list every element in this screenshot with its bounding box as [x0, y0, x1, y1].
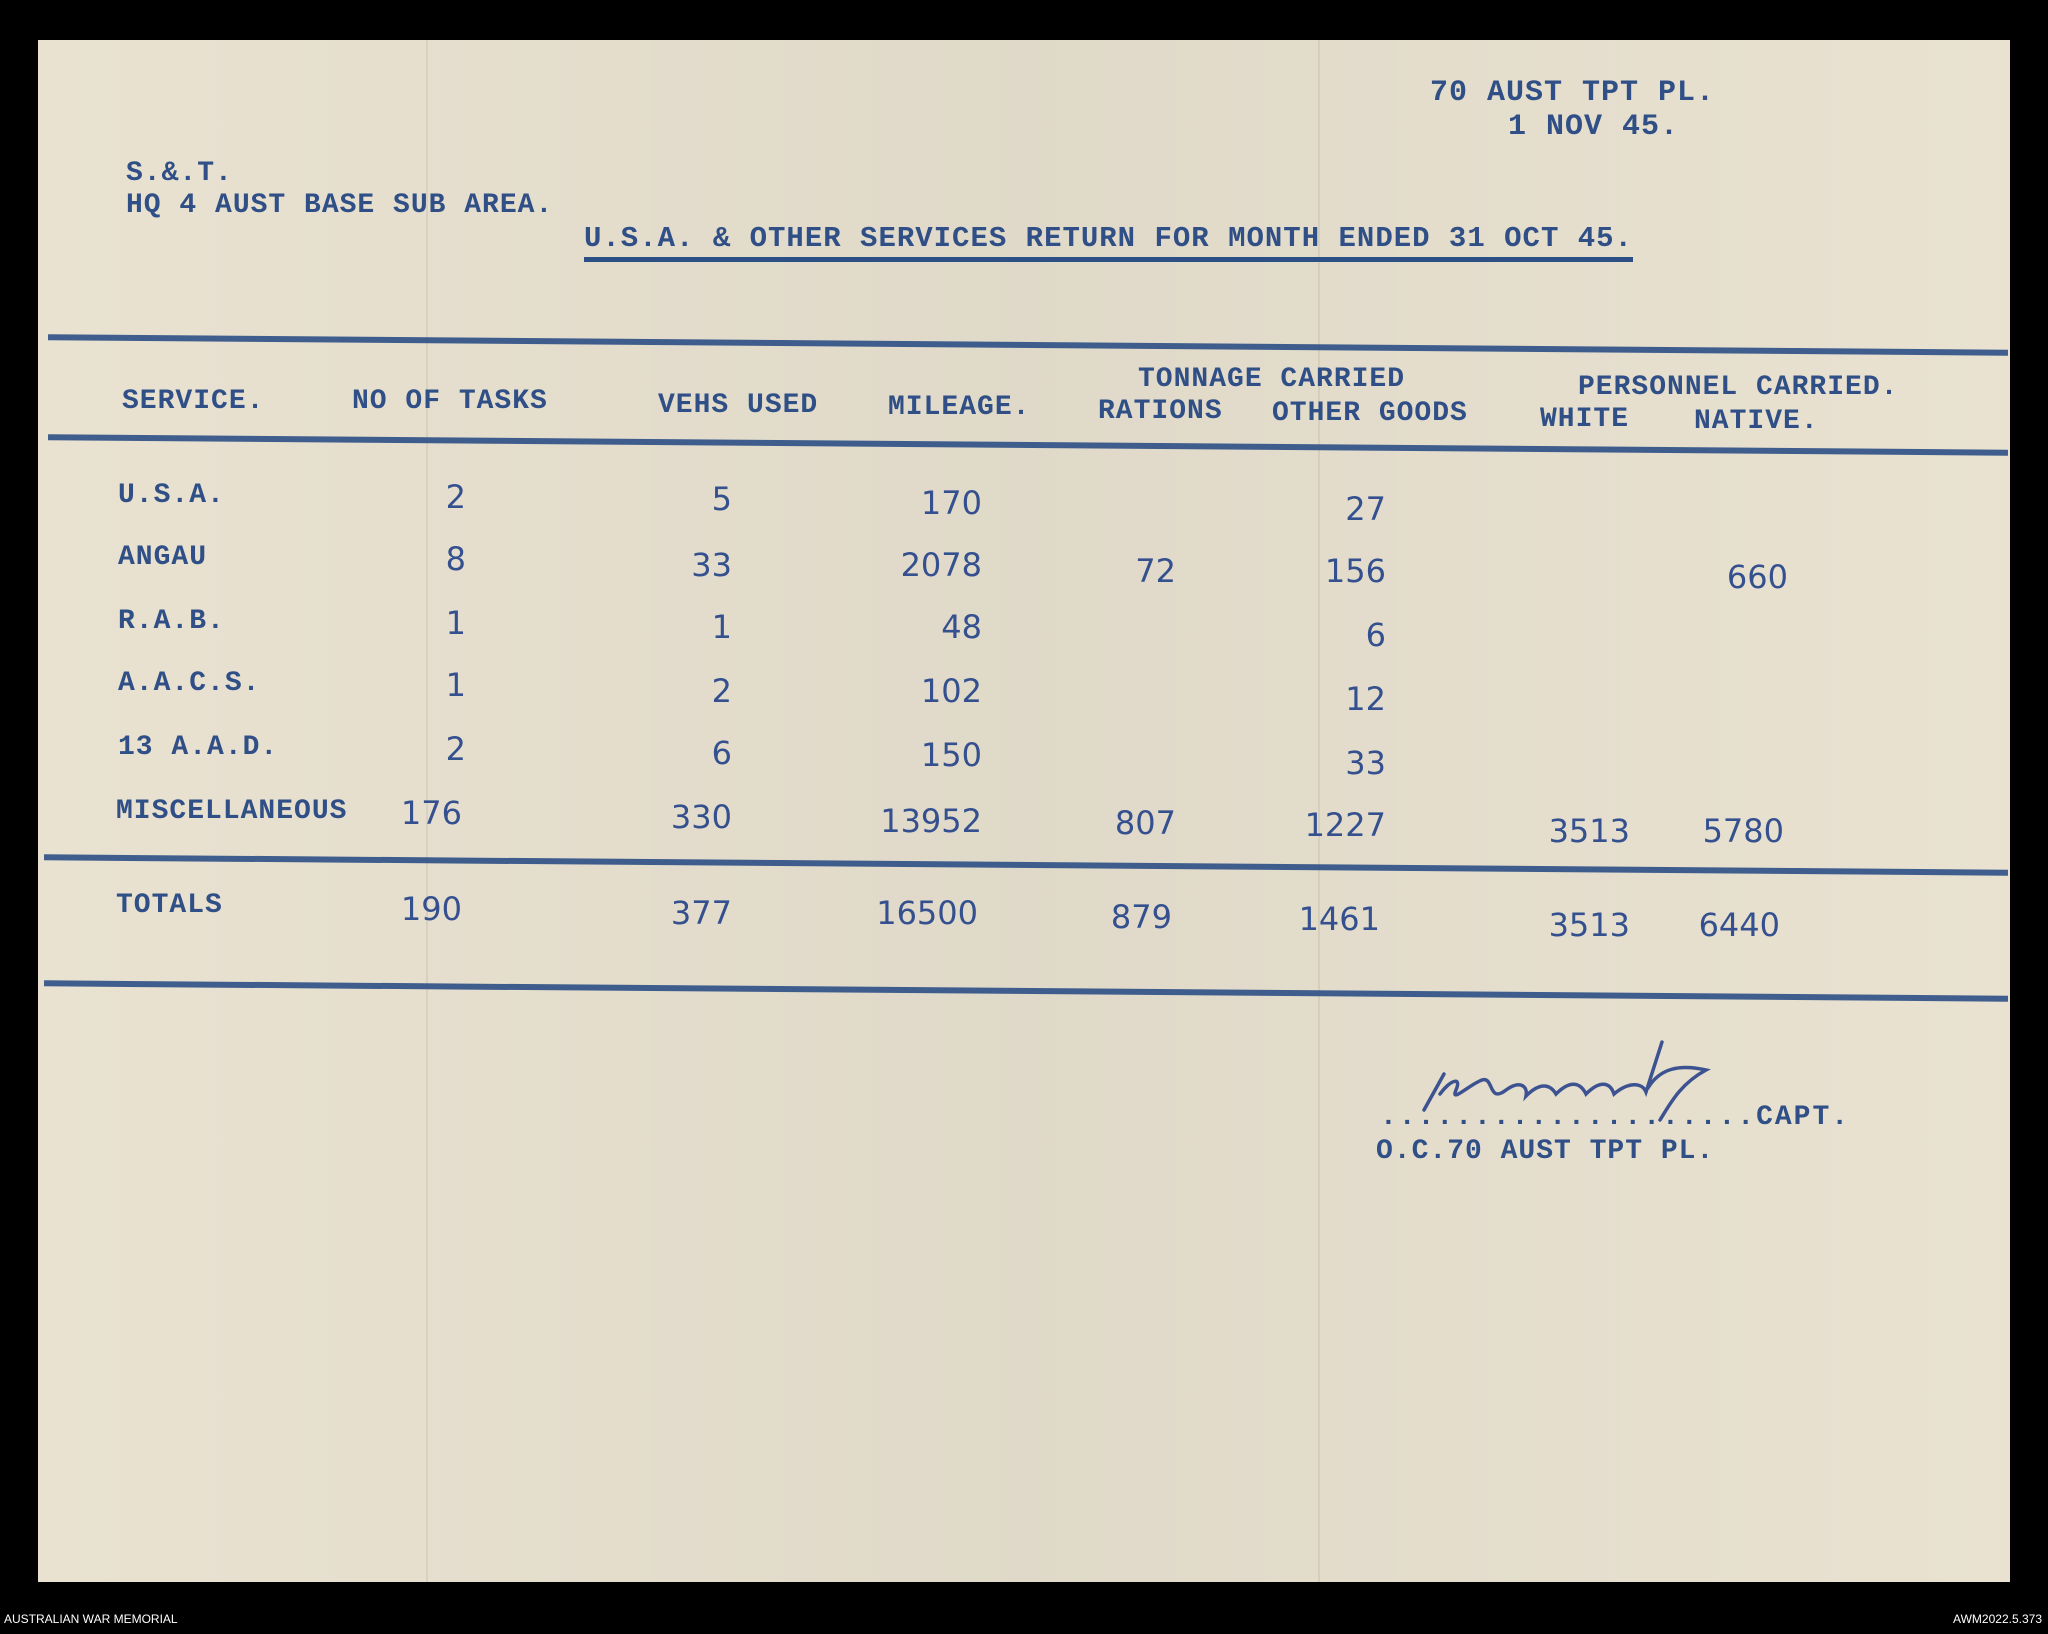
row-other-goods: 33: [1345, 744, 1386, 782]
row-vehs: 33: [691, 546, 732, 584]
row-tasks: 1: [445, 666, 466, 704]
addressee-line-2: HQ 4 AUST BASE SUB AREA.: [126, 190, 554, 221]
row-mileage: 48: [941, 608, 982, 646]
totals-mileage: 16500: [876, 894, 978, 932]
signature-rank: CAPT.: [1756, 1102, 1851, 1133]
row-mileage: 13952: [880, 802, 982, 840]
row-service: A.A.C.S.: [118, 668, 261, 699]
row-vehs: 2: [711, 672, 732, 710]
row-vehs: 5: [711, 480, 732, 518]
row-other-goods: 156: [1324, 552, 1386, 590]
row-tasks: 176: [400, 794, 462, 832]
footer-accession-number: AWM2022.5.373: [1953, 1612, 2042, 1626]
totals-native: 6440: [1698, 906, 1780, 944]
row-mileage: 2078: [900, 546, 982, 584]
addressee-line-1: S.&.T.: [126, 158, 233, 189]
unit-name: 70 AUST TPT PL.: [1430, 76, 1716, 110]
row-other-goods: 1227: [1304, 806, 1386, 844]
row-service: 13 A.A.D.: [118, 732, 279, 763]
signature-dots: ....................: [1380, 1102, 1757, 1133]
totals-vehs: 377: [670, 894, 732, 932]
col-group-tonnage: TONNAGE CARRIED: [1138, 364, 1406, 395]
row-other-goods: 6: [1365, 616, 1386, 654]
row-mileage: 170: [920, 484, 982, 522]
row-service: MISCELLANEOUS: [116, 796, 348, 827]
col-header-other-goods: OTHER GOODS: [1272, 398, 1468, 429]
col-header-vehs: VEHS USED: [658, 390, 819, 421]
col-header-service: SERVICE.: [122, 386, 265, 417]
row-tasks: 8: [445, 540, 466, 578]
col-header-tasks: NO OF TASKS: [352, 386, 548, 417]
totals-white: 3513: [1548, 906, 1630, 944]
row-tasks: 2: [445, 730, 466, 768]
row-rations: 72: [1135, 552, 1176, 590]
col-header-white: WHITE: [1540, 404, 1630, 435]
col-header-native: NATIVE.: [1694, 406, 1819, 437]
row-mileage: 150: [920, 736, 982, 774]
signature-line: [1380, 1102, 1850, 1133]
document-title: U.S.A. & OTHER SERVICES RETURN FOR MONTH ENDED 31 OCT 45.: [584, 222, 1633, 262]
row-tasks: 1: [445, 604, 466, 642]
row-service: U.S.A.: [118, 480, 225, 511]
totals-rations: 879: [1110, 898, 1172, 936]
row-mileage: 102: [920, 672, 982, 710]
row-tasks: 2: [445, 478, 466, 516]
col-header-mileage: MILEAGE.: [888, 392, 1031, 423]
signature-role: O.C.70 AUST TPT PL.: [1376, 1136, 1715, 1167]
row-rations: 807: [1114, 804, 1176, 842]
col-header-rations: RATIONS: [1098, 396, 1223, 427]
footer-archive-name: AUSTRALIAN WAR MEMORIAL: [4, 1612, 178, 1626]
row-service: R.A.B.: [118, 606, 225, 637]
row-native: 660: [1726, 558, 1788, 596]
row-white: 3513: [1548, 812, 1630, 850]
row-other-goods: 12: [1345, 680, 1386, 718]
totals-label: TOTALS: [116, 890, 223, 921]
row-other-goods: 27: [1345, 490, 1386, 528]
row-vehs: 6: [711, 734, 732, 772]
totals-other-goods: 1461: [1298, 900, 1380, 938]
row-service: ANGAU: [118, 542, 208, 573]
row-vehs: 330: [670, 798, 732, 836]
document-date: 1 NOV 45.: [1508, 110, 1680, 144]
totals-tasks: 190: [400, 890, 462, 928]
row-vehs: 1: [711, 608, 732, 646]
col-group-personnel: PERSONNEL CARRIED.: [1578, 372, 1899, 403]
row-native: 5780: [1702, 812, 1784, 850]
